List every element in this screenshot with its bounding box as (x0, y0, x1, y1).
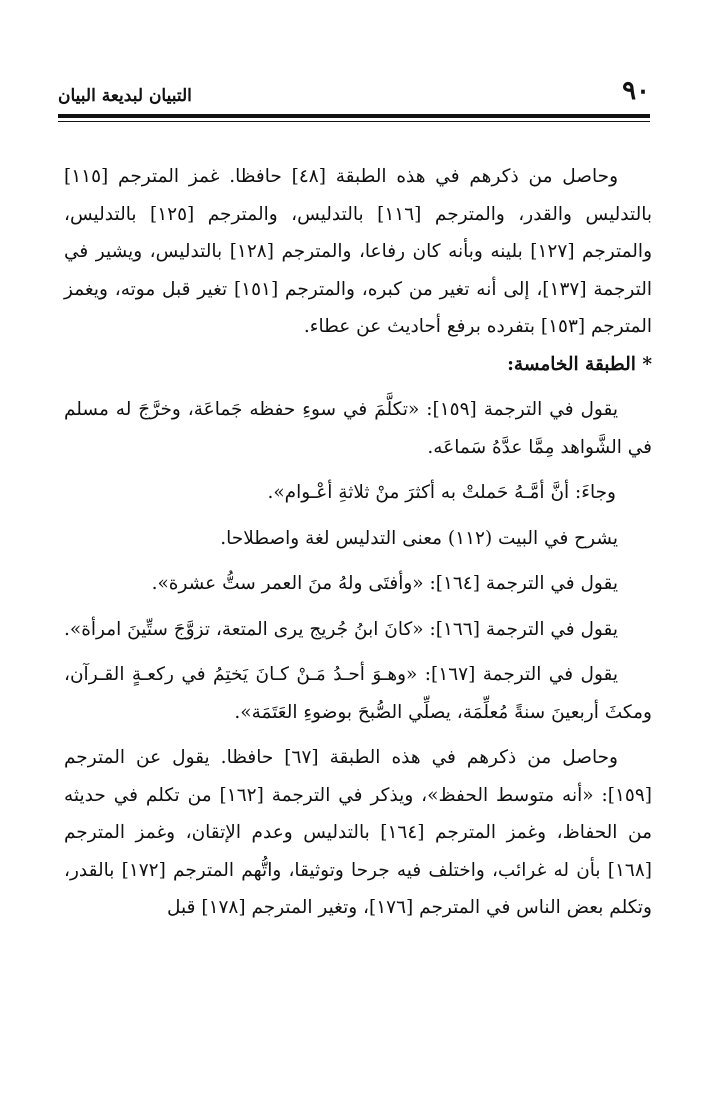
body-text (64, 158, 652, 927)
paragraph-quote-159: يقول في الترجمة [١٥٩]: «تكلَّمَ في سوءِ حفظه جَماعَة، وخرَّجَ له مسلم في الشَّواهد مِمَّا عدَّهُ سَماعَه. (64, 399, 652, 458)
paragraph-quote-167: يقول في الترجمة [١٦٧]: «وهـوَ أحـدُ مَـنْ كـانَ يَختِمُ في ركعـةٍ القـرآن، ومكثَ أربعينَ سنةً مُعلِّمَة، يصلِّي الصُّبحَ بوضوءِ العَتَمَة». (64, 664, 652, 723)
paragraph-summary-fourth: وحاصل من ذكرهم في هذه الطبقة [٤٨] حافظا. غمز المترجم [١١٥] بالتدليس والقدر، والمترجم [١١٦] بالتدليس، والمترجم [١٢٥] بالتدليس، والمترجم [١٢٧] بلينه وبأنه كان رفاعا، والمترجم [١٢٨] بالتدليس، ويشير في الترجمة [١٣٧]، إلى أنه تغير من كبره، والمترجم [١٥١] تغير قبل موته، ويغمز المترجم [١٥٣] بتفرده برفع أحاديث عن عطاء. (64, 166, 653, 337)
header-rule-thick (58, 114, 650, 118)
section-heading-text: الطبقة الخامسة: (507, 353, 636, 375)
paragraph-verse-112: يشرح في البيت (١١٢) معنى التدليس لغة واصطلاحا. (220, 527, 618, 549)
paragraph-quote-159-cont: وجاءَ: أنَّ أمَّـهُ حَملتْ به أكثرَ منْ ثلاثةِ أعْـوام». (267, 482, 616, 503)
page-header (58, 76, 650, 112)
paragraph-quote-164: يقول في الترجمة [١٦٤]: «وأفتَى ولهُ منَ العمر ستُّ عشرة». (151, 573, 618, 594)
page-number: ٩٠ (622, 76, 650, 106)
paragraph-summary-fifth: وحاصل من ذكرهم في هذه الطبقة [٦٧] حافظا. يقول عن المترجم [١٥٩]: «أنه متوسط الحفظ»، ويذكر في الترجمة [١٦٢] من تكلم في حديثه من الحفاظ، وغمز المترجم [١٦٤] بالتدليس وعدم الإتقان، وغمز المترجم [١٦٨] بأن له غرائب، واختلف فيه جرحا وتوثيقا، واتُّهم المترجم [١٧٢] بالقدر، وتكلم بعض الناس في المترجم [١٧٦]، وتغير المترجم [١٧٨] قبل (64, 747, 652, 918)
running-title: التبيان لبديعة البيان (58, 86, 192, 106)
section-heading (64, 346, 652, 384)
paragraph-quote-166: يقول في الترجمة [١٦٦]: «كانَ ابنُ جُريج يرى المتعة، تزوَّجَ ستِّينَ امرأة». (64, 618, 618, 640)
header-rule-thin (58, 121, 650, 122)
heading-star: * (642, 353, 652, 375)
